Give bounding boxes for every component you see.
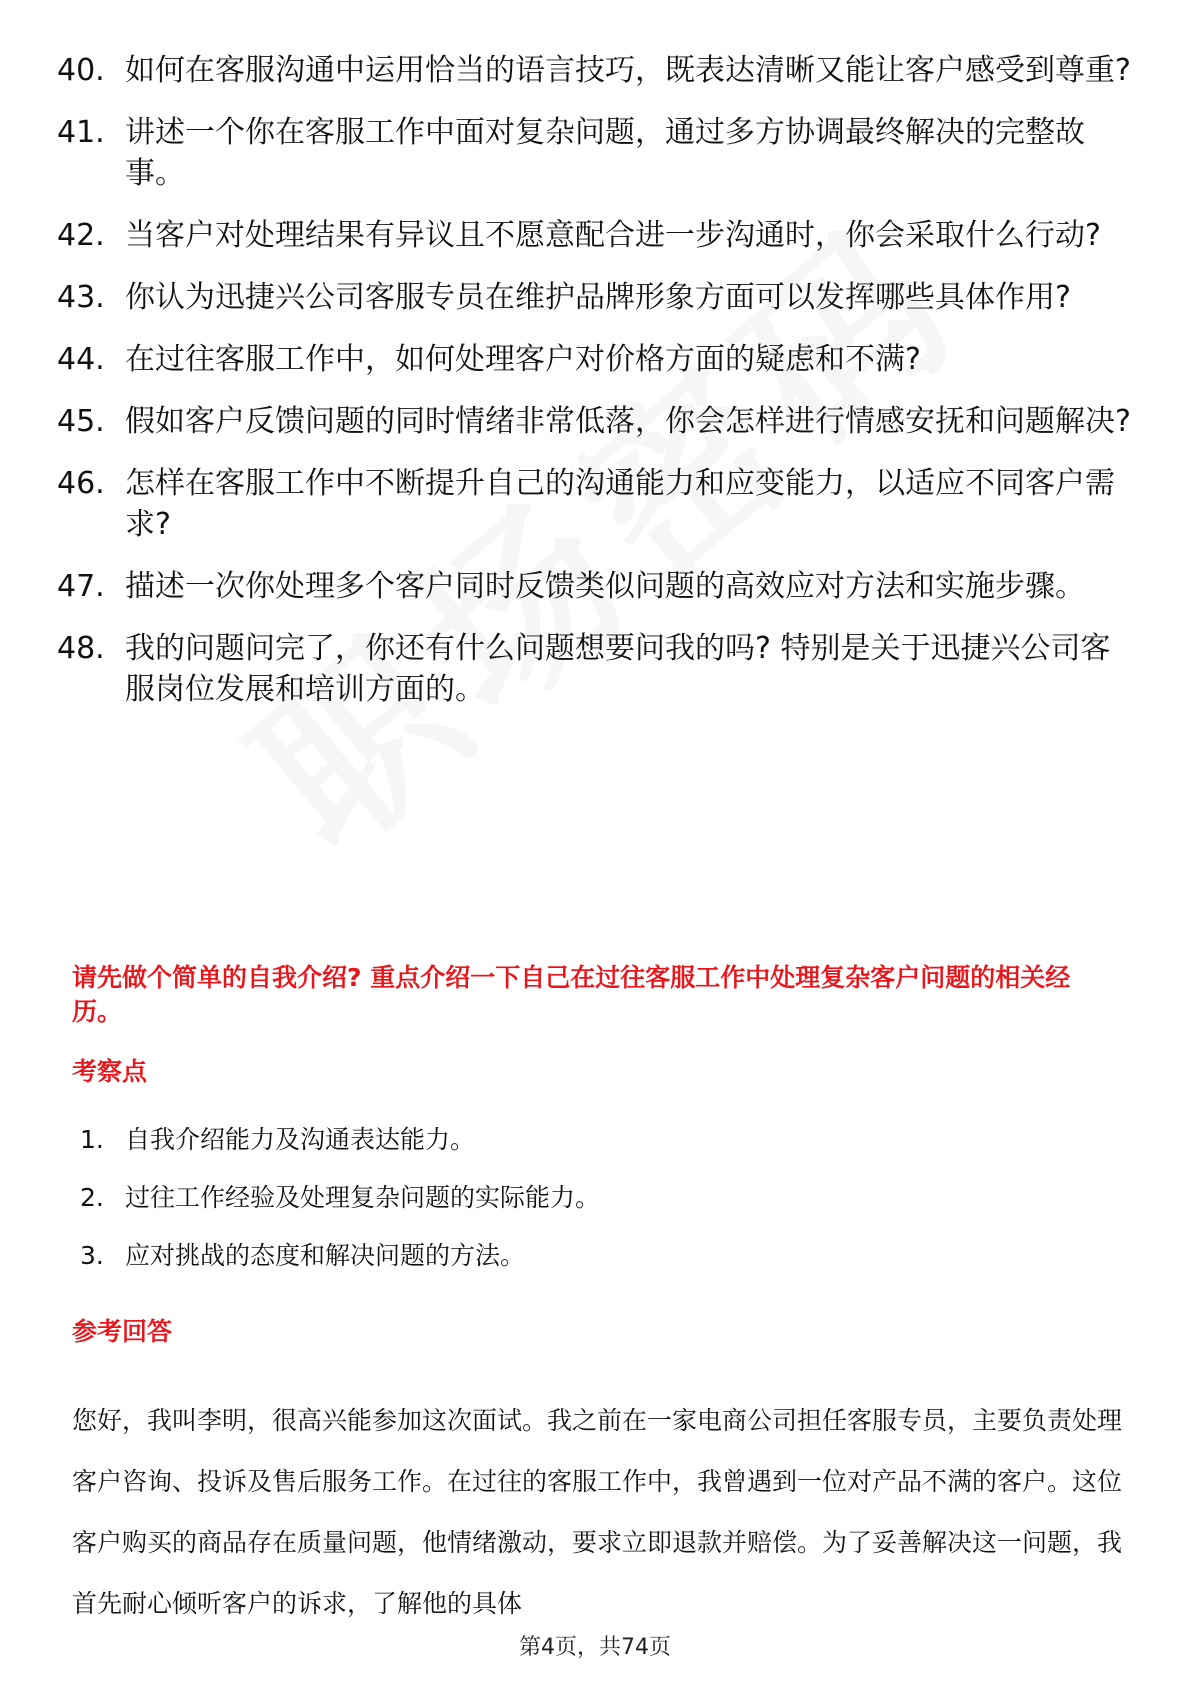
- question-item: [57, 215, 1137, 256]
- question-item: [57, 463, 1137, 545]
- question-text: 讲述一个你在客服工作中面对复杂问题，通过多方协调最终解决的完整故事。: [125, 115, 1085, 191]
- assessment-number: 3.: [80, 1241, 104, 1270]
- assessment-number: 2.: [80, 1183, 104, 1212]
- question-text: 假如客户反馈问题的同时情绪非常低落，你会怎样进行情感安抚和问题解决?: [125, 404, 1131, 439]
- question-number: 45.: [57, 404, 105, 439]
- page-footer: 第4页，共74页: [519, 1635, 671, 1660]
- question-number: 42.: [57, 218, 105, 253]
- question-text: 你认为迅捷兴公司客服专员在维护品牌形象方面可以发挥哪些具体作用?: [125, 280, 1071, 315]
- assessment-text: 应对挑战的态度和解决问题的方法。: [125, 1241, 526, 1270]
- question-number: 43.: [57, 280, 105, 315]
- question-item: [57, 339, 1137, 380]
- question-text: 如何在客服沟通中运用恰当的语言技巧，既表达清晰又能让客户感受到尊重?: [125, 53, 1131, 88]
- question-text: 当客户对处理结果有异议且不愿意配合进一步沟通时，你会采取什么行动?: [125, 218, 1101, 253]
- question-number: 47.: [57, 569, 105, 604]
- assessment-item: [80, 1181, 600, 1215]
- question-item: [57, 112, 1137, 194]
- question-item: [57, 628, 1137, 710]
- question-item: [57, 50, 1137, 91]
- question-text: 怎样在客服工作中不断提升自己的沟通能力和应变能力，以适应不同客户需求?: [125, 466, 1115, 542]
- question-item: [57, 277, 1137, 318]
- assessment-text: 过往工作经验及处理复杂问题的实际能力。: [125, 1183, 601, 1212]
- question-item: [57, 566, 1137, 607]
- reference-heading: 参考回答: [72, 1317, 173, 1346]
- assessment-number: 1.: [80, 1125, 104, 1154]
- question-number: 48.: [57, 631, 105, 666]
- featured-question: 请先做个简单的自我介绍? 重点介绍一下自己在过往客服工作中处理复杂客户问题的相关经历。: [72, 963, 1071, 1026]
- question-number: 44.: [57, 342, 105, 377]
- question-list: [57, 50, 1137, 731]
- assessment-item: [80, 1239, 600, 1273]
- question-text: 我的问题问完了，你还有什么问题想要问我的吗? 特别是关于迅捷兴公司客服岗位发展和培训方面的。: [125, 631, 1111, 707]
- question-text: 在过往客服工作中，如何处理客户对价格方面的疑虑和不满?: [125, 342, 921, 377]
- assessment-text: 自我介绍能力及沟通表达能力。: [125, 1125, 476, 1154]
- question-text: 描述一次你处理多个客户同时反馈类似问题的高效应对方法和实施步骤。: [125, 569, 1085, 604]
- assessment-item: [80, 1123, 600, 1157]
- assessment-list: [80, 1123, 600, 1297]
- assessment-heading: 考察点: [72, 1057, 148, 1086]
- question-number: 40.: [57, 53, 105, 88]
- question-item: [57, 401, 1137, 442]
- reference-answer: 您好，我叫李明，很高兴能参加这次面试。我之前在一家电商公司担任客服专员，主要负责处理客户咨询、投诉及售后服务工作。在过往的客服工作中，我曾遇到一位对产品不满的客户。这位客户购买的商品存在质量问题，他情绪激动，要求立即退款并赔偿。为了妥善解决这一问题，我首先耐心倾听客户的诉求，了解他的具体: [72, 1406, 1123, 1618]
- question-number: 41.: [57, 115, 105, 150]
- question-number: 46.: [57, 466, 105, 501]
